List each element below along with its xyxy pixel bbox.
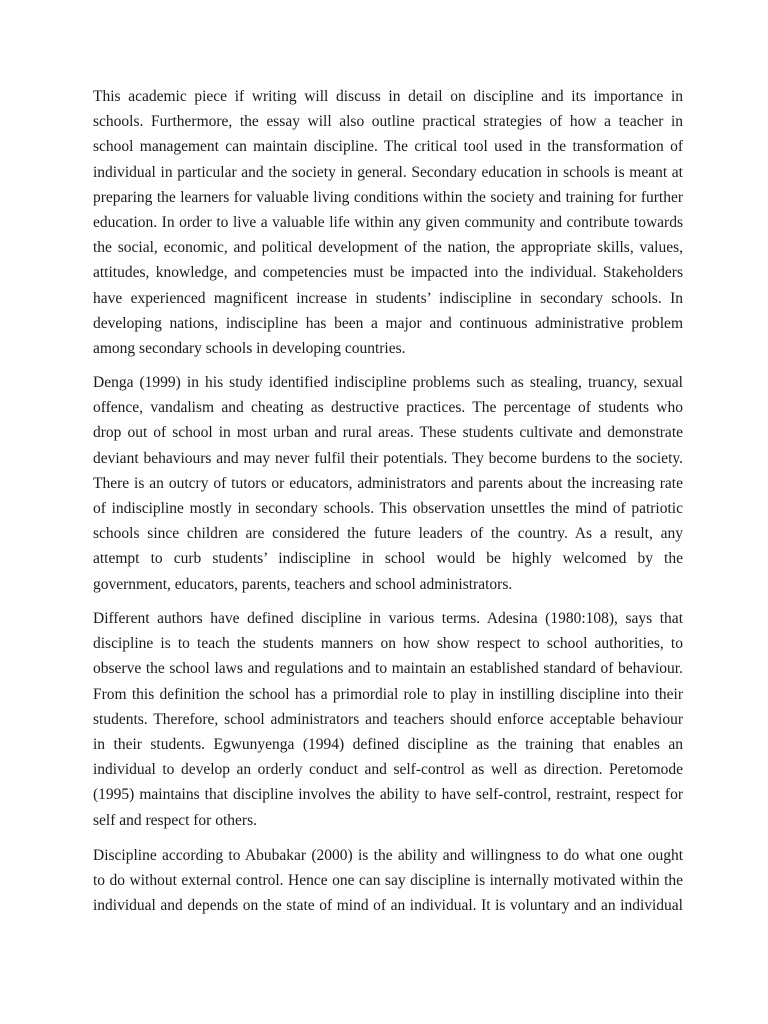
text-line: There is an outcry of tutors or educators, administrators and parents about the increasing rate (93, 474, 683, 492)
text-line: individual in particular and the society in general. Secondary education in schools is meant at (93, 163, 683, 181)
text-line: individual and depends on the state of mind of an individual. It is voluntary and an individual (93, 897, 683, 915)
text-line: deviant behaviours and may never fulfil their potentials. They become burdens to the society. (93, 449, 683, 467)
paragraph-4 (93, 843, 683, 919)
paragraph-3 (93, 606, 683, 833)
text-line: This academic piece if writing will discuss in detail on discipline and its importance in (93, 88, 683, 105)
text-line: schools since children are considered the future leaders of the country. As a result, any (93, 525, 683, 543)
text-line: offence, vandalism and cheating as destructive practices. The percentage of students who (93, 399, 683, 417)
text-line: the social, economic, and political development of the nation, the appropriate skills, values, (93, 239, 683, 257)
text-line: Discipline according to Abubakar (2000) is the ability and willingness to do what one ought (93, 847, 683, 864)
text-line: schools. Furthermore, the essay will also outline practical strategies of how a teacher in (93, 113, 683, 131)
text-line: (1995) maintains that discipline involves the ability to have self-control, restraint, respect for (93, 786, 683, 804)
text-line: developing nations, indiscipline has been a major and continuous administrative problem (93, 314, 683, 332)
text-line: preparing the learners for valuable living conditions within the society and training for further (93, 188, 683, 206)
text-line: Different authors have defined discipline in various terms. Adesina (1980:108), says that (93, 610, 683, 627)
paragraph-1 (93, 84, 683, 361)
text-line: students. Therefore, school administrators and teachers should enforce acceptable behaviour (93, 710, 683, 728)
text-line: self and respect for others. (93, 811, 257, 829)
text-line: attempt to curb students’ indiscipline in school would be highly welcomed by the (93, 550, 683, 568)
text-line: drop out of school in most urban and rural areas. These students cultivate and demonstrate (93, 424, 683, 442)
text-line: individual to develop an orderly conduct and self-control as well as direction. Peretomode (93, 761, 683, 779)
text-line: to do without external control. Hence one can say discipline is internally motivated within the (93, 872, 683, 890)
paragraph-2 (93, 370, 683, 597)
text-line: of indiscipline mostly in secondary schools. This observation unsettles the mind of patriotic (93, 499, 683, 517)
text-line: Denga (1999) in his study identified indiscipline problems such as stealing, truancy, sexual (93, 374, 683, 391)
text-line: have experienced magnificent increase in students’ indiscipline in secondary schools. In (93, 289, 683, 307)
text-line: observe the school laws and regulations and to maintain an established standard of behaviour. (93, 660, 683, 678)
text-line: education. In order to live a valuable life within any given community and contribute towards (93, 213, 683, 231)
text-line: in their students. Egwunyenga (1994) defined discipline as the training that enables an (93, 735, 683, 753)
text-line: From this definition the school has a primordial role to play in instilling discipline into their (93, 685, 683, 703)
text-line: among secondary schools in developing countries. (93, 339, 406, 357)
text-line: government, educators, parents, teachers and school administrators. (93, 575, 513, 593)
text-line: school management can maintain discipline. The critical tool used in the transformation of (93, 138, 683, 156)
text-line: discipline is to teach the students manners on how show respect to school authorities, to (93, 635, 683, 653)
text-line: attitudes, knowledge, and competencies must be impacted into the individual. Stakeholders (93, 264, 683, 282)
